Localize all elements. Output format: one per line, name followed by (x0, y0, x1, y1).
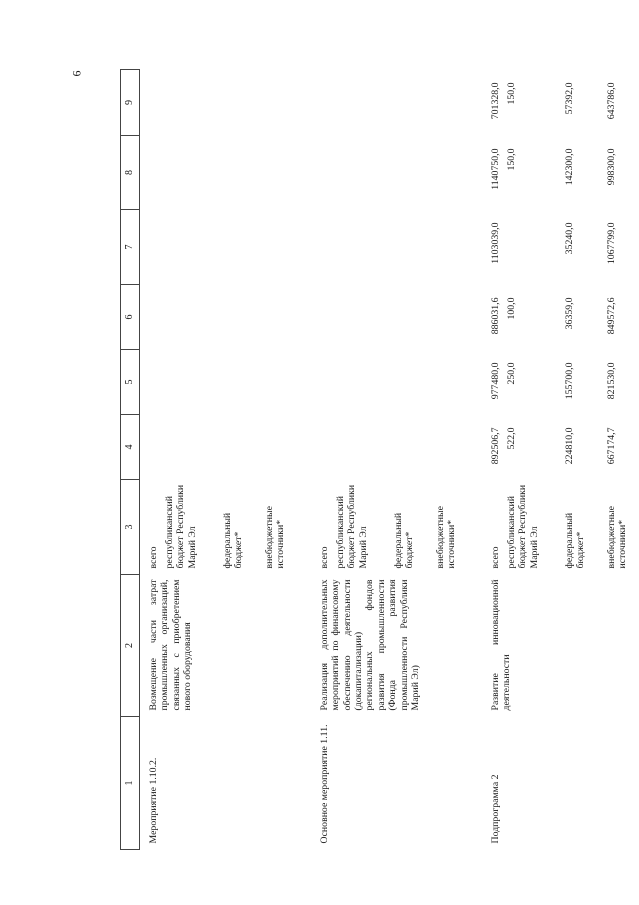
row-1-description: Возмещение части затрат промышленных организаций, связанных с приобретением нового оборудования (148, 579, 194, 711)
row-3-source-federal: федеральный бюджет* (564, 512, 587, 569)
header-col-9: 9 (121, 70, 140, 136)
row-1-values-col9 (140, 70, 307, 136)
row-2-source-republic: республиканский бюджет Республики Марий Эл (335, 484, 369, 569)
row-2-values-col4 (314, 415, 477, 480)
row-2-values-col7 (314, 210, 477, 285)
row-1-values-col6 (140, 285, 307, 350)
row-3-code: Подпрограмма 2 (490, 774, 501, 844)
row-3-col6-extra: 849572,6 (606, 297, 617, 335)
row-3-col7-federal: 35240,0 (564, 222, 575, 255)
row-3-values-col6 (485, 285, 639, 350)
row-1-code: Мероприятие 1.10.2. (148, 757, 159, 844)
row-3-col8-federal: 142300,0 (564, 148, 575, 186)
header-col-7: 7 (121, 210, 140, 285)
row-3-col8-republic: 150,0 (506, 148, 517, 171)
header-col-5: 5 (121, 350, 140, 415)
row-3-col4-extra: 667174,7 (606, 427, 617, 465)
row-3-col9-total: 701328,0 (490, 82, 501, 120)
row-3-values-col7 (485, 210, 639, 285)
row-gap-2 (477, 70, 485, 850)
row-3-col5-republic: 250,0 (506, 362, 517, 385)
row-2-source-total: всего (319, 546, 330, 569)
budget-table (120, 69, 639, 850)
row-gap-1 (306, 70, 314, 850)
row-1-values-col8 (140, 136, 307, 210)
row-3-values-col5 (485, 350, 639, 415)
row-2-source-federal: федеральный бюджет* (393, 512, 416, 569)
row-2-values-col8 (314, 136, 477, 210)
row-3-col6-federal: 36359,0 (564, 297, 575, 330)
row-1-source-federal: федеральный бюджет* (222, 512, 245, 569)
row-3-col6-total: 886031,6 (490, 297, 501, 335)
header-col-2: 2 (121, 575, 140, 717)
row-2 (314, 70, 477, 850)
row-2-values-col9 (314, 70, 477, 136)
row-3-col6-republic: 100,0 (506, 297, 517, 320)
row-3-col7-extra: 1067799,0 (606, 222, 617, 265)
row-1 (140, 70, 307, 850)
row-1-source-total: всего (148, 546, 159, 569)
row-3-source-republic: республиканский бюджет Республики Марий Эл (506, 484, 540, 569)
header-col-6: 6 (121, 285, 140, 350)
row-3-col9-federal: 57392,0 (564, 82, 575, 115)
header-col-1: 1 (121, 717, 140, 850)
row-1-sources (140, 480, 307, 575)
row-3 (485, 70, 639, 850)
row-3-sources (485, 480, 639, 575)
page-number: 6 (69, 70, 84, 77)
row-1-values-col5 (140, 350, 307, 415)
row-3-values-col9 (485, 70, 639, 136)
row-1-source-republic: республиканский бюджет Республики Марий Эл (164, 484, 198, 569)
header-col-8: 8 (121, 136, 140, 210)
header-row (121, 70, 140, 850)
row-2-source-extra: внебюджетные источники* (435, 506, 458, 569)
row-3-description: Развитие инновационной деятельности (490, 579, 513, 711)
header-col-4: 4 (121, 415, 140, 480)
row-3-values-col4 (485, 415, 639, 480)
row-3-col8-extra: 998300,0 (606, 148, 617, 186)
row-1-values-col4 (140, 415, 307, 480)
row-3-source-extra: внебюджетные источники* (606, 506, 629, 569)
row-3-col7-total: 1103039,0 (490, 222, 501, 264)
row-3-col9-republic: 150,0 (506, 82, 517, 105)
row-1-source-extra: внебюджетные источники* (264, 506, 287, 569)
row-3-col5-federal: 155700,0 (564, 362, 575, 400)
row-3-col4-republic: 522,0 (506, 427, 517, 450)
row-3-values-col8 (485, 136, 639, 210)
row-2-values-col6 (314, 285, 477, 350)
row-2-description: Реализация дополнительных мероприятий по финансовому обеспечению деятельности (докапитализации) региональных фондов развития промышленности (Фонда развития промышленности Республики Марий Эл) (319, 579, 421, 711)
header-col-3: 3 (121, 480, 140, 575)
row-2-sources (314, 480, 477, 575)
row-3-col5-total: 977480,0 (490, 362, 501, 400)
row-3-col7-republic (506, 215, 564, 279)
row-3-col8-total: 1140750,0 (490, 148, 501, 190)
row-3-col5-extra: 821530,0 (606, 362, 617, 400)
row-1-values-col7 (140, 210, 307, 285)
row-2-code: Основное мероприятие 1.11. (319, 724, 330, 844)
row-2-values-col5 (314, 350, 477, 415)
row-3-col4-federal: 224810,0 (564, 427, 575, 465)
rotated-budget-table (120, 70, 639, 850)
row-3-source-total: всего (490, 546, 501, 569)
row-3-col4-total: 892506,7 (490, 427, 501, 465)
row-3-col9-extra: 643786,0 (606, 82, 617, 120)
